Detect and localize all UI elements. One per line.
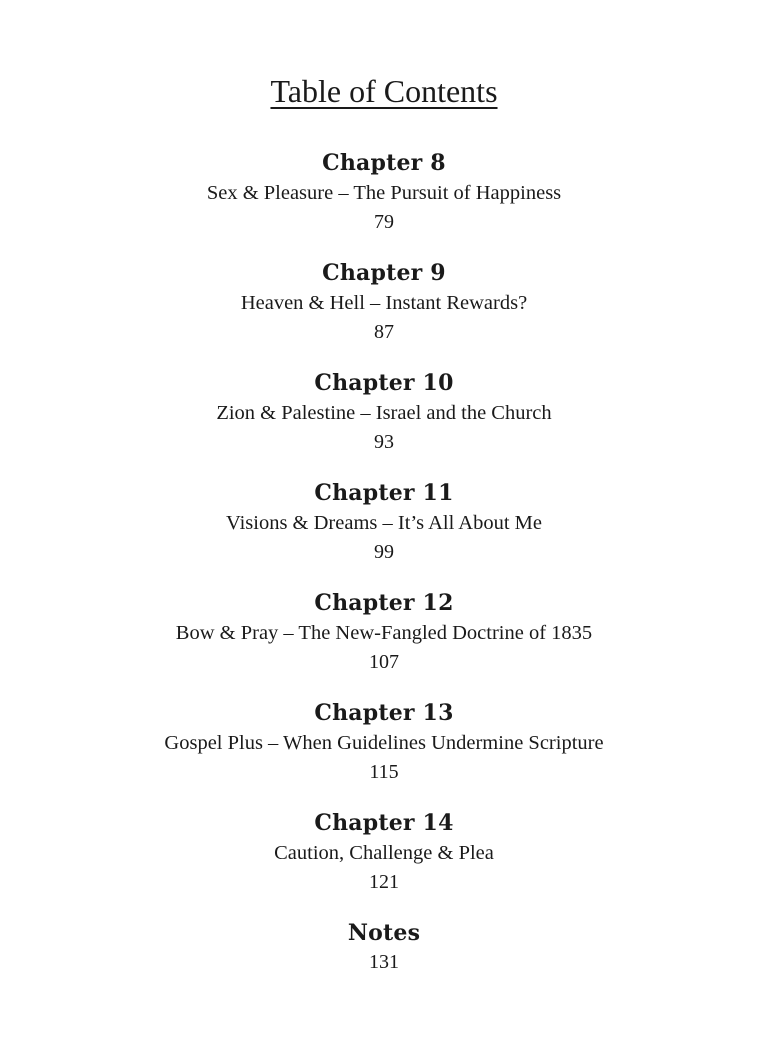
chapter-subtitle: Zion & Palestine – Israel and the Church (216, 402, 552, 424)
chapter-heading: Chapter 12 (314, 590, 454, 616)
toc-list (0, 148, 768, 1028)
toc-entry-notes[interactable] (0, 918, 768, 1028)
chapter-subtitle: Gospel Plus – When Guidelines Undermine Scripture (164, 732, 604, 754)
chapter-subtitle: Heaven & Hell – Instant Rewards? (240, 292, 528, 314)
chapter-heading: Chapter 9 (322, 260, 446, 286)
chapter-heading: Chapter 14 (314, 810, 454, 836)
page-number: 107 (369, 651, 399, 673)
page-number: 87 (374, 321, 394, 343)
chapter-heading: Chapter 11 (314, 480, 454, 506)
chapter-subtitle: Bow & Pray – The New-Fangled Doctrine of 1835 (175, 622, 593, 644)
toc-entry-chapter-14[interactable] (0, 808, 768, 918)
page-number: 131 (369, 951, 399, 973)
page-number: 79 (374, 211, 394, 233)
chapter-heading: Chapter 10 (314, 370, 454, 396)
chapter-heading: Chapter 8 (322, 150, 446, 176)
chapter-subtitle: Caution, Challenge & Plea (274, 842, 494, 864)
toc-entry-chapter-11[interactable] (0, 478, 768, 588)
chapter-subtitle: Visions & Dreams – It’s All About Me (226, 512, 542, 534)
page-number: 121 (369, 871, 399, 893)
page-number: 115 (369, 761, 399, 783)
toc-entry-chapter-10[interactable] (0, 368, 768, 478)
page-title (0, 72, 768, 110)
toc-entry-chapter-12[interactable] (0, 588, 768, 698)
toc-entry-chapter-9[interactable] (0, 258, 768, 368)
chapter-subtitle: Sex & Pleasure – The Pursuit of Happiness (206, 182, 562, 204)
page-title-text: Table of Contents (270, 73, 498, 109)
chapter-heading: Chapter 13 (314, 700, 454, 726)
toc-entry-chapter-8[interactable] (0, 148, 768, 258)
notes-heading: Notes (347, 920, 421, 946)
toc-entry-chapter-13[interactable] (0, 698, 768, 808)
page-number: 93 (374, 431, 394, 453)
page-number: 99 (374, 541, 394, 563)
